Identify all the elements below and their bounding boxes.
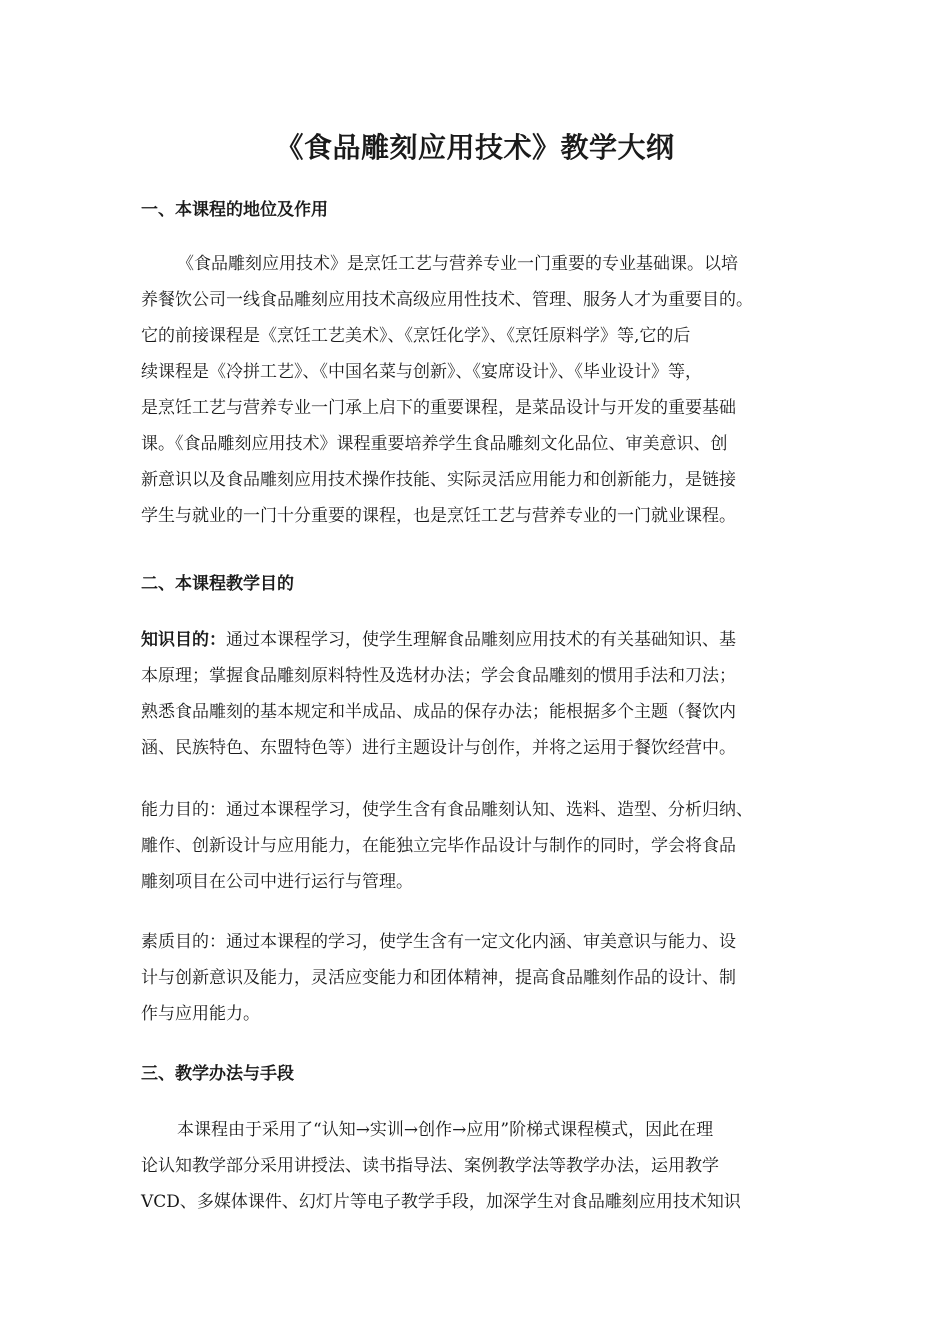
section-heading-2: 二、本课程教学目的 xyxy=(141,574,294,594)
paragraph-line: 计与创新意识及能力，灵活应变能力和团体精神，提高食品雕刻作品的设计、制 xyxy=(141,968,736,988)
paragraph-line: 能力目的：通过本课程学习，使学生含有食品雕刻认知、选料、造型、分析归纳、 xyxy=(141,800,753,820)
paragraph-line: 作与应用能力。 xyxy=(141,1004,260,1024)
paragraph-line: 养餐饮公司一线食品雕刻应用技术高级应用性技术、管理、服务人才为重要目的。 xyxy=(141,290,753,310)
paragraph-line: 素质目的：通过本课程的学习，使学生含有一定文化内涵、审美意识与能力、设 xyxy=(141,932,736,952)
knowledge-goal-label: 知识目的： xyxy=(141,630,226,650)
ability-goal-paragraph xyxy=(141,792,831,900)
document-title: 《食品雕刻应用技术》教学大纲 xyxy=(275,131,675,164)
knowledge-goal-paragraph xyxy=(141,622,831,766)
paragraph-line: 雕作、创新设计与应用能力，在能独立完毕作品设计与制作的同时，学会将食品 xyxy=(141,836,736,856)
paragraph-line: 本原理；掌握食品雕刻原料特性及选材办法；学会食品雕刻的惯用手法和刀法； xyxy=(141,666,736,686)
paragraph-line: 新意识以及食品雕刻应用技术操作技能、实际灵活应用能力和创新能力，是链接 xyxy=(141,470,736,490)
section-1-paragraph xyxy=(141,246,831,534)
section-heading-3: 三、教学办法与手段 xyxy=(141,1064,294,1084)
paragraph-line: 学生与就业的一门十分重要的课程，也是烹饪工艺与营养专业的一门就业课程。 xyxy=(141,506,736,526)
paragraph-line xyxy=(141,622,831,658)
paragraph-line: VCD、多媒体课件、幻灯片等电子教学手段，加深学生对食品雕刻应用技术知识 xyxy=(141,1192,741,1212)
paragraph-line: 它的前接课程是《烹饪工艺美术》、《烹饪化学》、《烹饪原料学》等,它的后 xyxy=(141,326,691,346)
paragraph-line: 课。《食品雕刻应用技术》课程重要培养学生食品雕刻文化品位、审美意识、创 xyxy=(141,434,728,454)
paragraph-line: 熟悉食品雕刻的基本规定和半成品、成品的保存办法；能根据多个主题（餐饮内 xyxy=(141,702,736,722)
paragraph-text: 通过本课程学习，使学生理解食品雕刻应用技术的有关基础知识、基 xyxy=(226,630,736,650)
paragraph-line: 涵、民族特色、东盟特色等）进行主题设计与创作，并将之运用于餐饮经营中。 xyxy=(141,738,736,758)
paragraph-line: 本课程由于采用了“认知→实训→创作→应用”阶梯式课程模式，因此在理 xyxy=(177,1120,714,1140)
paragraph-line: 是烹饪工艺与营养专业一门承上启下的重要课程，是菜品设计与开发的重要基础 xyxy=(141,398,736,418)
paragraph-line: 雕刻项目在公司中进行运行与管理。 xyxy=(141,872,413,892)
paragraph-line: 论认知教学部分采用讲授法、读书指导法、案例教学法等教学办法，运用教学 xyxy=(141,1156,719,1176)
quality-goal-paragraph xyxy=(141,924,831,1032)
section-3-paragraph xyxy=(141,1112,831,1220)
paragraph-line: 续课程是《冷拼工艺》、《中国名菜与创新》、《宴席设计》、《毕业设计》等， xyxy=(141,362,702,382)
section-heading-1: 一、本课程的地位及作用 xyxy=(141,200,328,220)
paragraph-line: 《食品雕刻应用技术》是烹饪工艺与营养专业一门重要的专业基础课。以培 xyxy=(177,254,738,274)
